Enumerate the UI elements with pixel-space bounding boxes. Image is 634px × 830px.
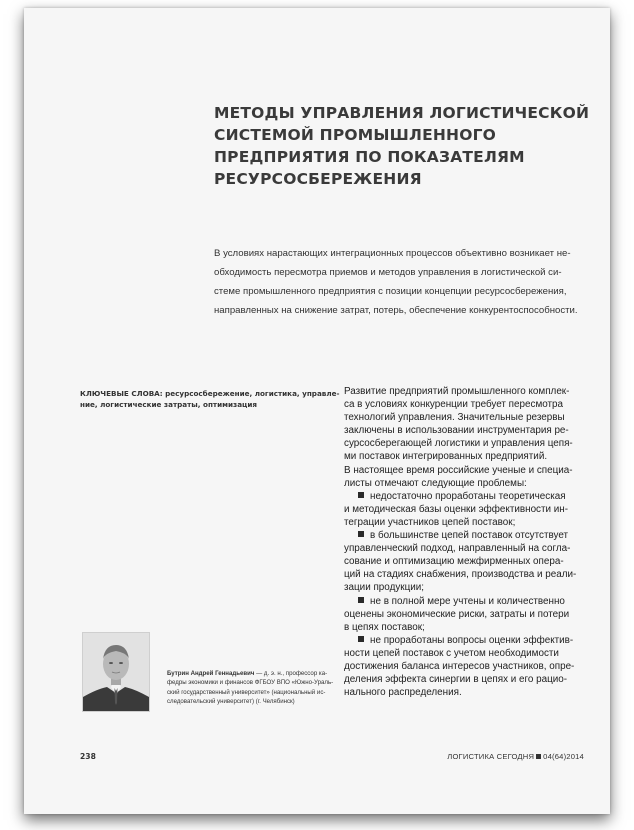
list-item	[344, 595, 594, 608]
square-icon	[536, 754, 541, 759]
body-line: сование и оптимизацию межфирменных опера-	[344, 556, 564, 568]
body-line: технологий управления. Значительные резервы	[344, 412, 565, 424]
magazine-page	[24, 8, 610, 814]
bullet-icon	[358, 531, 364, 537]
body-line: в цепях поставок;	[344, 621, 425, 633]
list-item	[344, 634, 594, 647]
author-line: следовательский университет) (г. Челябинск)	[167, 698, 295, 706]
body-line: достижения баланса интересов участников, опре-	[344, 660, 575, 672]
body-line: листы отмечают следующие проблемы:	[344, 477, 527, 489]
abstract-line: направленных на снижение затрат, потерь, обеспечение конкурентоспособности.	[214, 305, 578, 316]
author-bio	[167, 669, 337, 707]
article-title	[214, 102, 590, 190]
list-item	[344, 490, 594, 503]
title-line: ПРЕДПРИЯТИЯ ПО ПОКАЗАТЕЛЯМ	[214, 148, 525, 166]
body-line: заключены в использовании инструментария ре-	[344, 425, 569, 437]
body-line: ций на стадиях снабжения, производства и реали-	[344, 569, 577, 581]
bullet-icon	[358, 597, 364, 603]
author-line: федры экономики и финансов ФГБОУ ВПО «Южно-Ураль-	[167, 679, 334, 687]
author-portrait-icon	[83, 633, 149, 711]
keywords-line: КЛЮЧЕВЫЕ СЛОВА: ресурсосбережение, логистика, управле-	[80, 389, 340, 398]
title-line: МЕТОДЫ УПРАВЛЕНИЯ ЛОГИСТИЧЕСКОЙ	[214, 104, 590, 122]
body-line: недостаточно проработаны теоретическая	[370, 490, 566, 502]
abstract-line: В условиях нарастающих интеграционных процессов объективно возникает не-	[214, 248, 571, 259]
keywords-block	[80, 389, 340, 410]
body-line: теграции участников цепей поставок;	[344, 516, 516, 528]
body-line: В настоящее время российские ученые и специа-	[344, 464, 573, 476]
page-number: 238	[80, 752, 96, 761]
body-line: в большинстве цепей поставок отсутствует	[370, 530, 569, 542]
article-abstract	[214, 244, 580, 320]
journal-name: ЛОГИСТИКА СЕГОДНЯ	[447, 752, 535, 761]
bullet-icon	[358, 636, 364, 642]
article-body	[344, 385, 594, 699]
bullet-icon	[358, 492, 364, 498]
body-line: не в полной мере учтены и количественно	[370, 595, 565, 607]
author-line: ский государственный университет» (национальный ис-	[167, 688, 326, 696]
title-line: РЕСУРСОСБЕРЕЖЕНИЯ	[214, 170, 422, 188]
body-line: ности цепей поставок с учетом необходимости	[344, 647, 559, 659]
keywords-line: ние, логистические затраты, оптимизация	[80, 399, 258, 409]
journal-footer	[447, 752, 584, 761]
body-line: Развитие предприятий промышленного комплек-	[344, 386, 570, 397]
body-line: ми поставок интегрированных предприятий.	[344, 451, 548, 463]
keywords-label: КЛЮЧЕВЫЕ СЛОВА:	[80, 389, 163, 398]
body-line: оценены экономические риски, затраты и потери	[344, 608, 570, 620]
author-photo	[82, 632, 150, 712]
body-line: са в условиях конкуренции требует пересмотра	[344, 399, 564, 411]
body-line: нального распределения.	[344, 687, 462, 699]
author-line: Бутрин Андрей Геннадьевич — д. э. н., профессор ка-	[167, 670, 328, 677]
abstract-line: обходимость пересмотра приемов и методов управления в логистической си-	[214, 267, 562, 278]
body-line: и методическая базы оценки эффективности ин-	[344, 503, 569, 515]
body-line: сурсосберегающей логистики и управления цепя-	[344, 438, 573, 450]
title-line: СИСТЕМОЙ ПРОМЫШЛЕННОГО	[214, 126, 497, 144]
body-line: зации продукции;	[344, 582, 425, 594]
list-item	[344, 529, 594, 542]
author-name: Бутрин Андрей Геннадьевич	[167, 670, 255, 677]
body-line: деления эффекта синергии в цепях и его рацио-	[344, 674, 568, 686]
body-line: не проработаны вопросы оценки эффектив-	[370, 634, 574, 646]
body-line: управленческий подход, направленный на согла-	[344, 543, 571, 555]
abstract-line: стеме промышленного предприятия с позиции концепции ресурсосбережения,	[214, 286, 567, 297]
journal-issue: 04(64)2014	[543, 752, 584, 761]
